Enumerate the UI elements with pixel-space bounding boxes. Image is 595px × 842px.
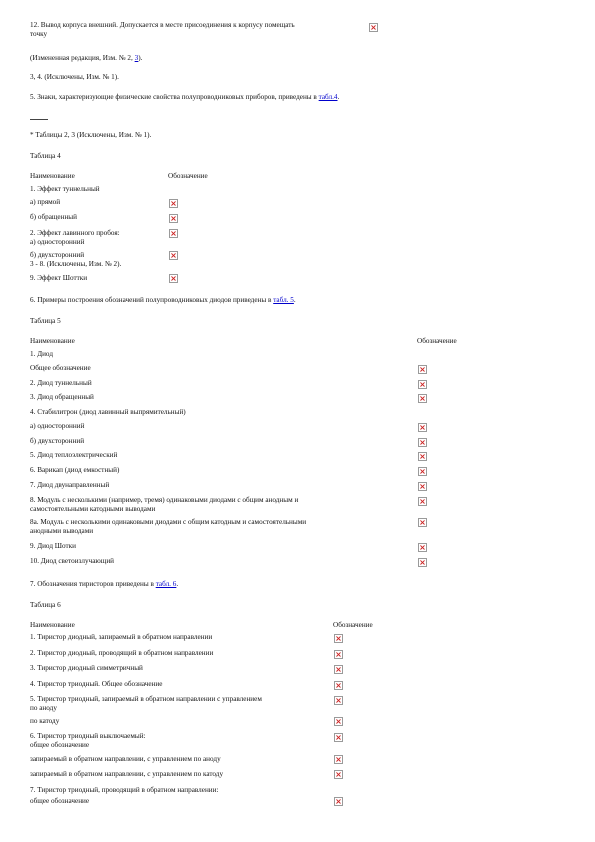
table-4-header-name: Наименование xyxy=(30,172,75,180)
broken-image-icon xyxy=(334,696,343,705)
broken-image-icon xyxy=(334,681,343,690)
table-6-row: запираемый в обратном направлении, с управлением по аноду xyxy=(30,755,221,763)
broken-image-icon xyxy=(418,482,427,491)
table-6-row: 1. Тиристор диодный, запираемый в обратном направлении xyxy=(30,633,213,641)
broken-image-icon xyxy=(418,467,427,476)
table-6-row: 4. Тиристор триодный. Общее обозначение xyxy=(30,680,163,688)
table-6-row: 7. Тиристор триодный, проводящий в обратном направлении: xyxy=(30,786,219,794)
edit-note-tail: ). xyxy=(138,54,143,62)
table-5-row: анодными выводами xyxy=(30,527,94,535)
paragraph-6-text: 6. Примеры построения обозначений полупроводниковых диодов приведены в xyxy=(30,296,274,304)
broken-image-icon xyxy=(334,770,343,779)
paragraph-7 xyxy=(30,580,178,589)
edit-note xyxy=(30,54,142,63)
table-6-title: Таблица 6 xyxy=(30,601,61,609)
paragraph-6-tail: . xyxy=(293,296,296,304)
broken-image-icon xyxy=(169,274,178,283)
broken-image-icon xyxy=(418,365,427,374)
broken-image-icon xyxy=(334,755,343,764)
edit-note-text: (Измененная редакция, Изм. № 2, xyxy=(30,54,135,62)
broken-image-icon xyxy=(334,797,343,806)
table-4-row: 2. Эффект лавинного пробоя: xyxy=(30,229,120,237)
table-4-header-symbol: Обозначение xyxy=(168,172,208,180)
table-6-link[interactable]: табл. 6 xyxy=(155,580,177,588)
footnote: * Таблицы 2, 3 (Исключены, Изм. № 1). xyxy=(30,131,152,139)
table-5-row: 8а. Модуль с несколькими одинаковыми диодами с общим катодным и самостоятельными xyxy=(30,518,307,526)
table-5-row: 2. Диод туннельный xyxy=(30,379,92,387)
table-5-row: б) двухсторонний xyxy=(30,437,85,445)
table-4-row: 3 - 8. (Исключены, Изм. № 2). xyxy=(30,260,122,268)
table-6-row: по катоду xyxy=(30,717,60,725)
broken-image-icon xyxy=(418,497,427,506)
broken-image-icon xyxy=(418,518,427,527)
broken-image-icon xyxy=(418,423,427,432)
broken-image-icon xyxy=(418,438,427,447)
paragraph-5-tail: . xyxy=(337,93,340,101)
table-5-row: 10. Диод светоизлучающий xyxy=(30,557,115,565)
broken-image-icon xyxy=(169,229,178,238)
broken-image-icon xyxy=(169,251,178,260)
table-5-header-symbol: Обозначение xyxy=(417,337,457,345)
table-5-row: 1. Диод xyxy=(30,350,53,358)
table-4-row: а) прямой xyxy=(30,198,61,206)
table-6-row: запираемый в обратном направлении, с управлением по катоду xyxy=(30,770,224,778)
paragraph-5-text: 5. Знаки, характеризующие физические свойства полупроводниковых приборов, приведены в xyxy=(30,93,319,101)
paragraph-12-line2: точку xyxy=(30,30,48,38)
broken-image-icon xyxy=(334,717,343,726)
table-6-header-name: Наименование xyxy=(30,621,75,629)
table-5-row: 9. Диод Шотки xyxy=(30,542,77,550)
table-5-header-name: Наименование xyxy=(30,337,75,345)
paragraph-7-text: 7. Обозначения тиристоров приведены в xyxy=(30,580,156,588)
broken-image-icon xyxy=(334,665,343,674)
broken-image-icon xyxy=(418,558,427,567)
table-6-header-symbol: Обозначение xyxy=(333,621,373,629)
broken-image-icon xyxy=(418,380,427,389)
broken-image-icon xyxy=(169,214,178,223)
paragraph-7-tail: . xyxy=(176,580,179,588)
table-6-row: по аноду xyxy=(30,704,57,712)
broken-image-icon xyxy=(418,452,427,461)
table-5-row: 4. Стабилитрон (диод лавинный выпрямительный) xyxy=(30,408,186,416)
table-6-row: 3. Тиристор диодный симметричный xyxy=(30,664,143,672)
table-4-title: Таблица 4 xyxy=(30,152,61,160)
table-6-row: 2. Тиристор диодный, проводящий в обратном направлении xyxy=(30,649,214,657)
table-6-row: 6. Тиристор триодный выключаемый: xyxy=(30,732,146,740)
table-5-row: Общее обозначение xyxy=(30,364,91,372)
broken-image-icon xyxy=(418,543,427,552)
broken-image-icon xyxy=(418,394,427,403)
table-4-row: 1. Эффект туннельный xyxy=(30,185,100,193)
broken-image-icon xyxy=(334,733,343,742)
table-5-row: 8. Модуль с несколькими (например, тремя) одинаковыми диодами с общим анодным и xyxy=(30,496,299,504)
table-5-row: а) односторонний xyxy=(30,422,85,430)
table-4-row: б) двухсторонний xyxy=(30,251,85,259)
footnote-divider xyxy=(30,119,48,120)
paragraph-6 xyxy=(30,296,296,305)
table-5-title: Таблица 5 xyxy=(30,317,61,325)
table-5-row: 5. Диод теплоэлектрический xyxy=(30,451,118,459)
table-6-row: 5. Тиристор триодный, запираемый в обратном направлении с управлением xyxy=(30,695,262,703)
table-4-row: 9. Эффект Шоттки xyxy=(30,274,88,282)
table-5-row: самостоятельными катодными выводами xyxy=(30,505,156,513)
table-4-row: а) односторонний xyxy=(30,238,85,246)
table-6-row: общее обозначение xyxy=(30,797,90,805)
broken-image-icon xyxy=(169,199,178,208)
broken-image-icon xyxy=(369,23,378,32)
table-5-row: 6. Варикап (диод емкостный) xyxy=(30,466,120,474)
broken-image-icon xyxy=(334,650,343,659)
paragraph-12-line1: 12. Вывод корпуса внешний. Допускается в месте присоединения к корпусу помещать xyxy=(30,21,295,29)
paragraph-5 xyxy=(30,93,339,102)
table-5-row: 7. Диод двунаправленный xyxy=(30,481,110,489)
broken-image-icon xyxy=(334,634,343,643)
edit-note-link[interactable]: 3 xyxy=(134,54,139,62)
paragraph-3-4: 3, 4. (Исключены, Изм. № 1). xyxy=(30,73,119,81)
table-4-row: б) обращенный xyxy=(30,213,77,221)
table-6-row: общее обозначение xyxy=(30,741,90,749)
table-5-link[interactable]: табл. 5 xyxy=(273,296,294,304)
table-4-link[interactable]: табл.4 xyxy=(318,93,338,101)
table-5-row: 3. Диод обращенный xyxy=(30,393,94,401)
